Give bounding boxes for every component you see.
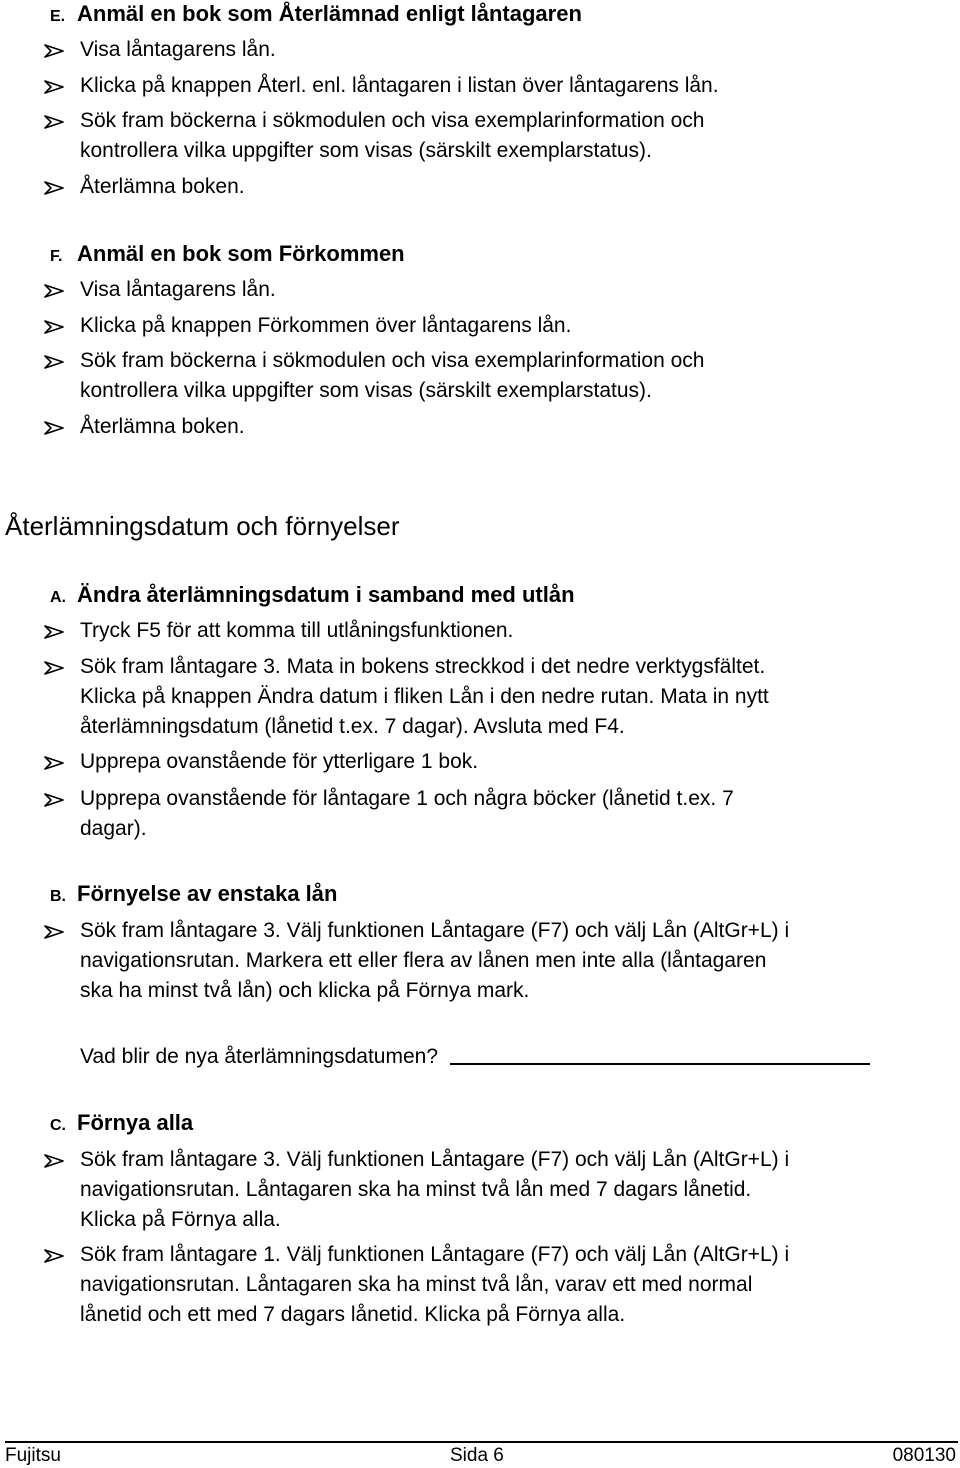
list-item: [44, 1145, 948, 1235]
text-line: Sök fram böckerna i sökmodulen och visa exemplarinformation och: [80, 109, 705, 132]
list-item-text: [44, 616, 948, 646]
text-line: Visa låntagarens lån.: [80, 278, 276, 301]
arrowhead-bullet-icon: [44, 115, 64, 129]
section-b-title: [50, 881, 337, 910]
text-line: Sök fram låntagare 3. Välj funktionen Låntagare (F7) och välj Lån (AltGr+L) i: [80, 919, 790, 942]
section-letter: A.: [50, 589, 66, 606]
arrowhead-bullet-icon: [44, 181, 64, 195]
text-line: Sök fram låntagare 3. Mata in bokens streckkod i det nedre verktygsfältet.: [80, 655, 766, 678]
text-line: dagar).: [80, 817, 147, 840]
section-title: Anmäl en bok som Återlämnad enligt låntagaren: [77, 1, 582, 26]
arrowhead-bullet-icon: [44, 793, 64, 807]
arrowhead-bullet-icon: [44, 1249, 64, 1263]
text-line: navigationsrutan. Låntagaren ska ha minst två lån med 7 dagars lånetid.: [80, 1178, 752, 1201]
text-line: Klicka på knappen Ändra datum i fliken Lån i den nedre rutan. Mata in nytt: [80, 685, 769, 708]
section-letter: B.: [50, 888, 66, 905]
page-heading: Återlämningsdatum och förnyelser: [5, 511, 400, 541]
list-item: [44, 916, 948, 1006]
list-item: [44, 784, 948, 844]
text-line: kontrollera vilka uppgifter som visas (särskilt exemplarstatus).: [80, 379, 652, 402]
text-line: Upprepa ovanstående för låntagare 1 och några böcker (lånetid t.ex. 7: [80, 787, 734, 810]
section-f-title: [50, 241, 405, 270]
footer-date: 080130: [892, 1445, 956, 1466]
list-item: [44, 412, 948, 442]
section-a-title: [50, 582, 575, 611]
list-item-text: [44, 346, 948, 406]
list-item: [44, 275, 948, 305]
list-item: [44, 172, 948, 202]
list-item-text: [44, 747, 948, 777]
list-item-text: [44, 916, 948, 1006]
arrowhead-bullet-icon: [44, 661, 64, 675]
arrowhead-bullet-icon: [44, 625, 64, 639]
list-item-text: [44, 652, 948, 742]
arrowhead-bullet-icon: [44, 355, 64, 369]
text-line: Klicka på knappen Förkommen över låntagarens lån.: [80, 314, 572, 337]
section-title: Förnyelse av enstaka lån: [77, 881, 338, 906]
text-line: navigationsrutan. Låntagaren ska ha minst två lån, varav ett med normal: [80, 1273, 753, 1296]
section-title: Förnya alla: [77, 1110, 194, 1135]
section-title: Ändra återlämningsdatum i samband med utlån: [77, 582, 575, 607]
list-item: [44, 71, 948, 101]
arrowhead-bullet-icon: [44, 320, 64, 334]
text-line: kontrollera vilka uppgifter som visas (särskilt exemplarstatus).: [80, 139, 652, 162]
text-line: Sök fram låntagare 3. Välj funktionen Låntagare (F7) och välj Lån (AltGr+L) i: [80, 1148, 790, 1171]
arrowhead-bullet-icon: [44, 756, 64, 770]
text-line: Återlämna boken.: [80, 175, 245, 198]
list-item: [44, 652, 948, 742]
text-line: Återlämna boken.: [80, 415, 245, 438]
list-item-text: [44, 275, 948, 305]
list-item-text: [44, 35, 948, 65]
list-item: [44, 616, 948, 646]
arrowhead-bullet-icon: [44, 44, 64, 58]
text-line: Tryck F5 för att komma till utlåningsfunktionen.: [80, 619, 514, 642]
text-line: Sök fram böckerna i sökmodulen och visa exemplarinformation och: [80, 349, 705, 372]
list-item: [44, 35, 948, 65]
text-line: ska ha minst två lån) och klicka på Förnya mark.: [80, 979, 530, 1002]
arrowhead-bullet-icon: [44, 1154, 64, 1168]
text-line: Upprepa ovanstående för ytterligare 1 bok.: [80, 750, 479, 773]
list-item-text: [44, 106, 948, 166]
text-line: lånetid och ett med 7 dagars lånetid. Klicka på Förnya alla.: [80, 1303, 626, 1326]
section-letter: F.: [50, 248, 63, 265]
section-c-title: [50, 1110, 193, 1139]
list-item-text: [44, 172, 948, 202]
section-letter: C.: [50, 1117, 66, 1134]
list-item-text: [44, 784, 948, 844]
list-item: [44, 1240, 948, 1330]
list-item: [44, 346, 948, 406]
list-item-text: [44, 71, 948, 101]
text-line: Klicka på Förnya alla.: [80, 1208, 281, 1231]
list-item: [44, 311, 948, 341]
section-title: Anmäl en bok som Förkommen: [77, 241, 405, 266]
arrowhead-bullet-icon: [44, 421, 64, 435]
section-letter: E.: [50, 8, 66, 25]
text-line: Sök fram låntagare 1. Välj funktionen Låntagare (F7) och välj Lån (AltGr+L) i: [80, 1243, 790, 1266]
text-line: navigationsrutan. Markera ett eller flera av lånen men inte alla (låntagaren: [80, 949, 767, 972]
text-line: Klicka på knappen Återl. enl. låntagaren i listan över låntagarens lån.: [80, 74, 719, 97]
list-item: [44, 106, 948, 166]
footer-page-number: Sida 6: [450, 1445, 504, 1466]
list-item-text: [44, 311, 948, 341]
list-item: [44, 747, 948, 777]
arrowhead-bullet-icon: [44, 925, 64, 939]
list-item-text: [44, 412, 948, 442]
footer-rule: [5, 1441, 958, 1443]
list-item-text: [44, 1240, 948, 1330]
text-line: återlämningsdatum (lånetid t.ex. 7 dagar). Avsluta med F4.: [80, 715, 625, 738]
question-text: [80, 1041, 870, 1072]
text-line: Visa låntagarens lån.: [80, 38, 276, 61]
question-label: Vad blir de nya återlämningsdatumen?: [80, 1045, 438, 1068]
footer-company: Fujitsu: [5, 1445, 61, 1466]
answer-blank-line: [450, 1041, 870, 1065]
arrowhead-bullet-icon: [44, 284, 64, 298]
section-e-title: [50, 1, 582, 30]
arrowhead-bullet-icon: [44, 80, 64, 94]
list-item-text: [44, 1145, 948, 1235]
